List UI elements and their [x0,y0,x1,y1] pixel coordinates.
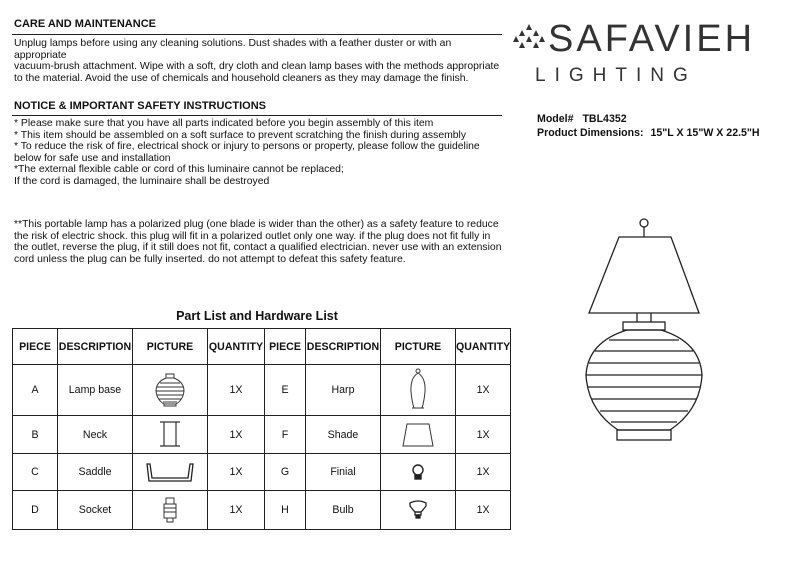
quantity-cell: 1X [456,454,511,491]
picture-cell [133,454,208,491]
quantity-cell: 1X [208,454,265,491]
col-header: QUANTITY [208,329,265,365]
plug-note: **This portable lamp has a polarized plug (one blade is wider than the other) as a safety feature to reduce the risk of electric shock. this plug will fit in a polarized outlet only one way. if the plug does not fit fully in the outlet, reverse the plug, if it still does not fit, contact a qualified electrician. never use with an extension cord unless the plug can be fully inserted. do not attempt to defeat this safety feature. [14,219,502,265]
description-cell: Bulb [306,491,381,530]
picture-cell [381,491,456,530]
quantity-cell: 1X [208,365,265,416]
model-line [537,113,627,126]
description-cell: Lamp base [58,365,133,416]
piece-cell: D [13,491,58,530]
divider [12,34,502,35]
picture-cell [133,416,208,454]
description-cell: Harp [306,365,381,416]
dimensions-line [537,127,760,140]
col-header: PICTURE [381,329,456,365]
parts-table [12,328,511,530]
col-header: DESCRIPTION [58,329,133,365]
quantity-cell: 1X [456,491,511,530]
model-value: TBL4352 [582,113,627,125]
quantity-cell: 1X [208,416,265,454]
piece-cell: C [13,454,58,491]
col-header: DESCRIPTION [306,329,381,365]
lamp-illustration-icon [575,210,715,465]
description-cell: Shade [306,416,381,454]
piece-cell: A [13,365,58,416]
care-heading: CARE AND MAINTENANCE [14,18,156,30]
notice-heading: NOTICE & IMPORTANT SAFETY INSTRUCTIONS [14,100,266,112]
description-cell: Finial [306,454,381,491]
table-row [13,454,511,491]
table-row [13,365,511,416]
shade-icon [401,422,435,448]
col-header: PIECE [265,329,306,365]
dimensions-label: Product Dimensions: [537,127,644,139]
col-header: PICTURE [133,329,208,365]
picture-cell [133,365,208,416]
picture-cell [381,454,456,491]
quantity-cell: 1X [456,416,511,454]
piece-cell: H [265,491,306,530]
col-header: PIECE [13,329,58,365]
harp-icon [407,368,429,412]
dimensions-value: 15"L X 15"W X 22.5"H [650,127,760,139]
brand-logo-icon [512,24,546,50]
description-cell: Socket [58,491,133,530]
piece-cell: B [13,416,58,454]
table-row [13,416,511,454]
bulb-icon [408,499,428,521]
piece-cell: E [265,365,306,416]
table-row [13,491,511,530]
saddle-icon [144,460,196,484]
socket-icon [162,496,178,524]
col-header: QUANTITY [456,329,511,365]
description-cell: Neck [58,416,133,454]
picture-cell [133,491,208,530]
picture-cell [381,365,456,416]
description-cell: Saddle [58,454,133,491]
piece-cell: G [265,454,306,491]
brand-sub: LIGHTING [535,65,697,86]
quantity-cell: 1X [456,365,511,416]
neck-icon [158,419,182,451]
brand-name: SAFAVIEH [548,18,756,60]
piece-cell: F [265,416,306,454]
lamp-base-icon [155,373,185,407]
model-label: Model# [537,113,574,125]
picture-cell [381,416,456,454]
care-body: Unplug lamps before using any cleaning solutions. Dust shades with a feather duster or with an appropriate vacuum-brush attachment. Wipe with a soft, dry cloth and clean lamp bases with the methods appropriate to the material. Avoid the use of chemicals and household cleaners as they may damage the finish. [14,38,500,84]
finial-icon [411,463,425,481]
table-header-row [13,329,511,365]
parts-title: Part List and Hardware List [176,309,338,323]
quantity-cell: 1X [208,491,265,530]
notice-body: * Please make sure that you have all parts indicated before you begin assembly of this item * This item should be assembled on a soft surface to prevent scratching the finish during assembly * To reduce the risk of fire, electrical shock or injury to persons or property, please follow the guideline below for safe use and installation *The external flexible cable or cord of this luminaire cannot be replaced; If the cord is damaged, the luminaire shall be destroyed [14,118,480,187]
divider [12,115,502,116]
